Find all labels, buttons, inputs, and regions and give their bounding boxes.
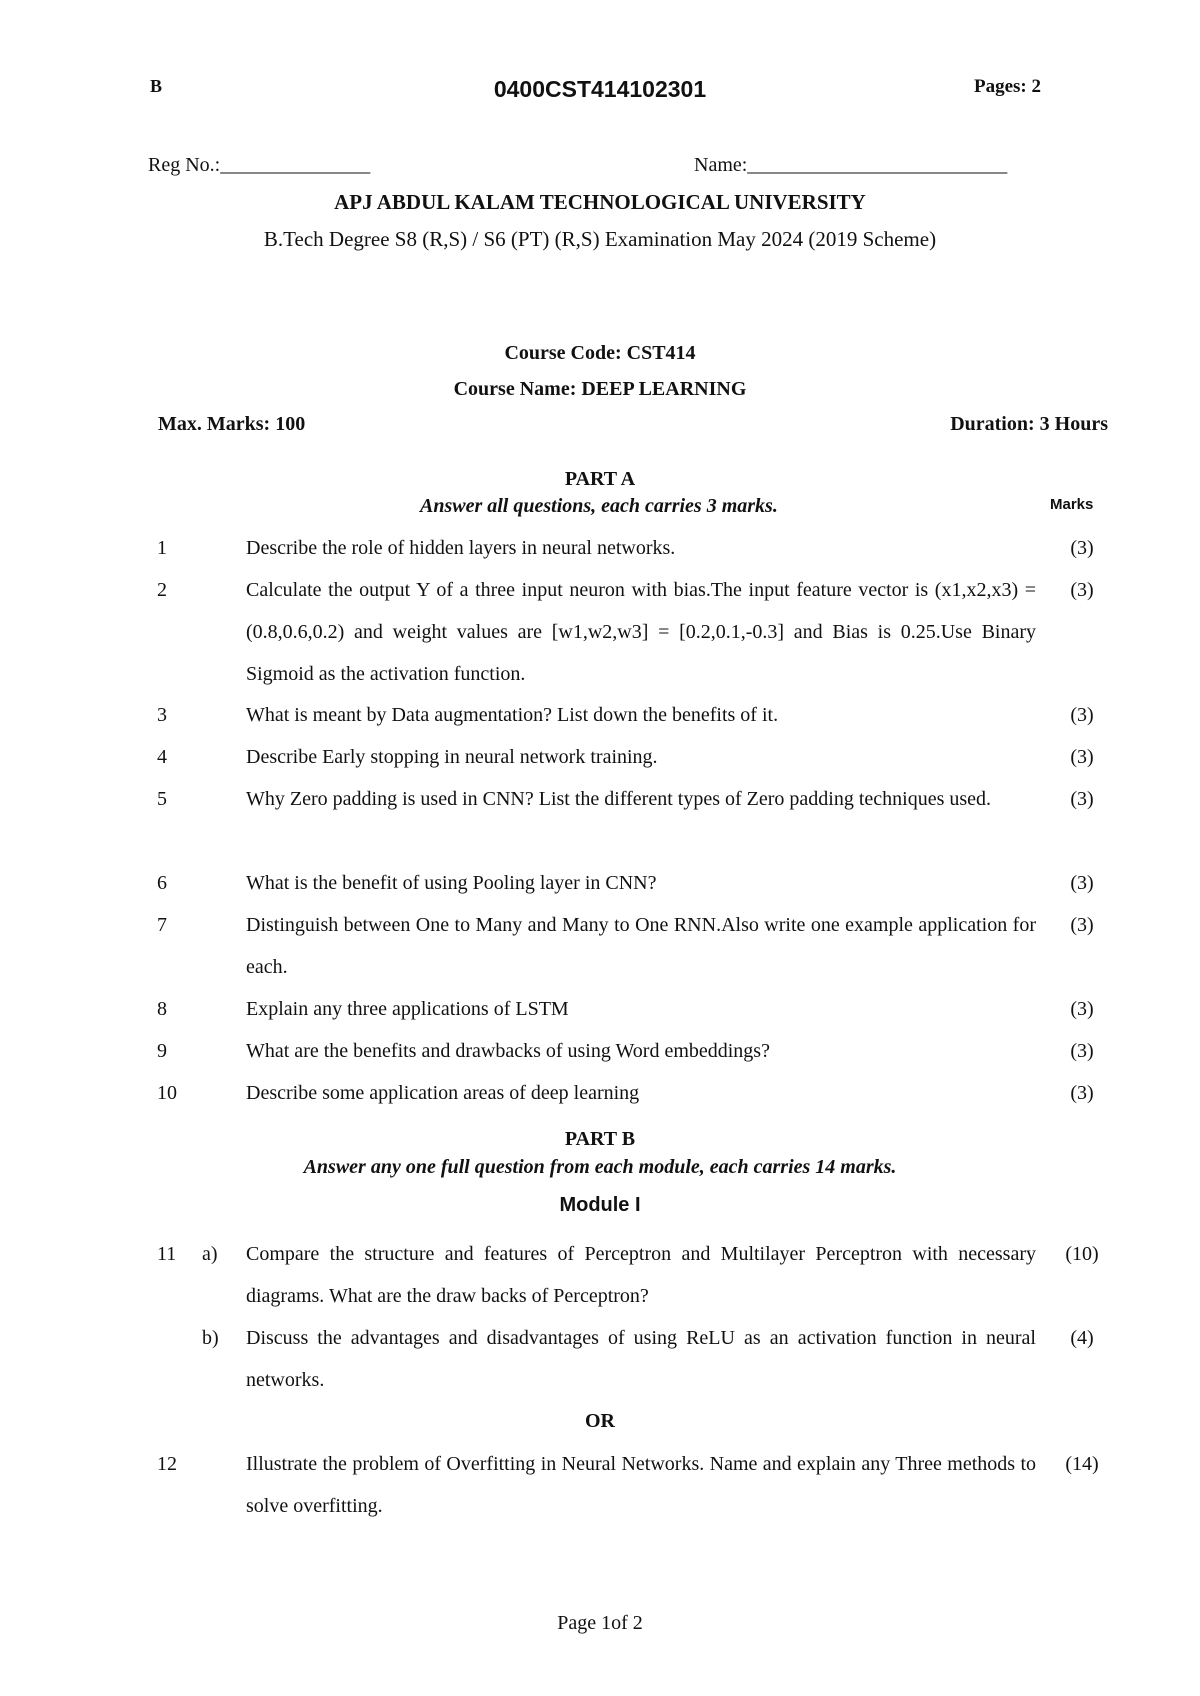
question-text: Explain any three applications of LSTM <box>246 998 569 1020</box>
part-b-instruction: Answer any one full question from each module, each carries 14 marks. <box>303 1156 897 1178</box>
question-number: 5 <box>157 788 167 810</box>
question-marks: (3) <box>1070 914 1094 936</box>
page-count: Pages: 2 <box>974 76 1042 97</box>
exam-title: B.Tech Degree S8 (R,S) / S6 (PT) (R,S) Examination May 2024 (2019 Scheme) <box>263 227 937 251</box>
question-text: Calculate the output Y of a three input neuron with bias.The input feature vector is (x1,x2,x3) = (0.8,0.6,0.2) and weight values are [w1,w2,w3] = [0.2,0.1,-0.3] and Bias is 0.25.Use Binary Sigmoid as the activation function. <box>246 579 1036 685</box>
question-number: 10 <box>157 1082 177 1104</box>
question-number: 12 <box>157 1453 177 1475</box>
subquestion-label: a) <box>202 1243 218 1265</box>
paper-code: 0400CST414102301 <box>493 76 707 102</box>
university-title: APJ ABDUL KALAM TECHNOLOGICAL UNIVERSITY <box>334 190 866 214</box>
question-number: 2 <box>157 579 167 601</box>
question-marks: (3) <box>1070 579 1094 601</box>
name-field: Name:__________________________ <box>694 154 1008 176</box>
part-a-instruction: Answer all questions, each carries 3 marks. <box>420 495 778 517</box>
course-name: Course Name: DEEP LEARNING <box>453 378 747 400</box>
question-text: Describe some application areas of deep learning <box>246 1082 640 1104</box>
page-footer: Page 1of 2 <box>557 1612 643 1634</box>
question-marks: (3) <box>1070 746 1094 768</box>
reg-no-field: Reg No.:_______________ <box>148 154 371 176</box>
question-set-label: B <box>150 76 163 96</box>
question-text: Discuss the advantages and disadvantages of using ReLU as an activation function in neural networks. <box>246 1327 1036 1391</box>
question-marks: (3) <box>1070 1040 1094 1062</box>
duration: Duration: 3 Hours <box>950 413 1108 435</box>
question-marks: (3) <box>1070 704 1094 726</box>
question-text: Describe Early stopping in neural network training. <box>246 746 658 768</box>
question-marks: (3) <box>1070 872 1094 894</box>
question-text: Distinguish between One to Many and Many to One RNN.Also write one example application for each. <box>246 914 1036 978</box>
question-number: 6 <box>157 872 167 894</box>
part-a-title: PART A <box>564 468 636 490</box>
module-heading: Module I <box>559 1194 641 1216</box>
question-marks: (14) <box>1065 1453 1099 1475</box>
question-marks: (3) <box>1070 998 1094 1020</box>
marks-column-header: Marks <box>1050 496 1094 513</box>
question-number: 8 <box>157 998 167 1020</box>
question-text: What is the benefit of using Pooling layer in CNN? <box>246 872 657 894</box>
question-text: Illustrate the problem of Overfitting in Neural Networks. Name and explain any Three methods to solve overfitting. <box>246 1453 1036 1517</box>
course-code: Course Code: CST414 <box>504 342 696 364</box>
question-number: 1 <box>157 537 167 559</box>
question-marks: (3) <box>1070 1082 1094 1104</box>
question-number: 7 <box>157 914 167 936</box>
question-number: 11 <box>157 1243 177 1265</box>
question-number: 9 <box>157 1040 167 1062</box>
or-divider: OR <box>585 1410 615 1432</box>
question-number: 3 <box>157 704 167 726</box>
question-text: Describe the role of hidden layers in neural networks. <box>246 537 676 559</box>
question-text: What are the benefits and drawbacks of using Word embeddings? <box>246 1040 770 1062</box>
question-text: What is meant by Data augmentation? List down the benefits of it. <box>246 704 779 726</box>
max-marks: Max. Marks: 100 <box>158 413 306 435</box>
question-marks: (4) <box>1070 1327 1094 1349</box>
question-marks: (3) <box>1070 788 1094 810</box>
subquestion-label: b) <box>202 1327 219 1349</box>
question-text: Why Zero padding is used in CNN? List the different types of Zero padding techniques used. <box>246 788 992 810</box>
part-b-title: PART B <box>564 1128 636 1150</box>
question-marks: (10) <box>1065 1243 1099 1265</box>
question-number: 4 <box>157 746 167 768</box>
question-text: Compare the structure and features of Perceptron and Multilayer Perceptron with necessary diagrams. What are the draw backs of Perceptron? <box>246 1243 1036 1307</box>
question-marks: (3) <box>1070 537 1094 559</box>
